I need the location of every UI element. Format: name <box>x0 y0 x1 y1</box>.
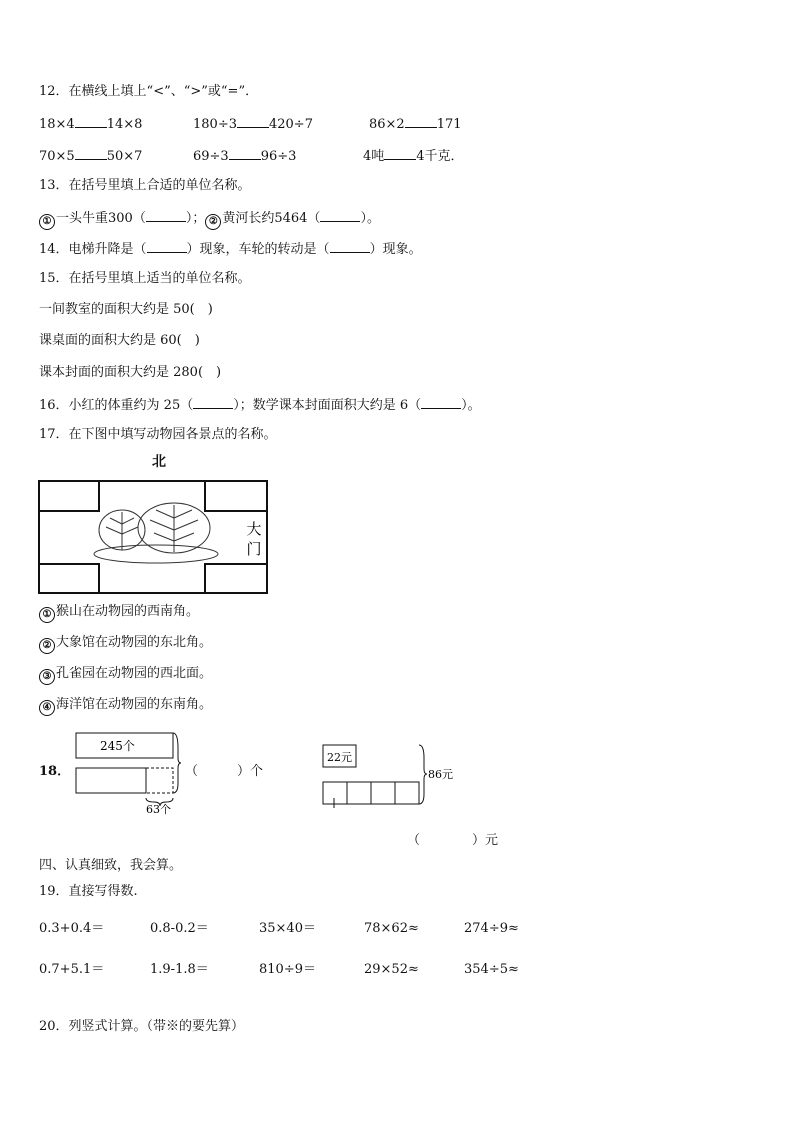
q15-line-3: 课本封面的面积大约是 280( ) <box>39 365 222 380</box>
text: 海洋馆在动物园的东南角。 <box>56 697 213 712</box>
blank[interactable] <box>320 209 360 222</box>
leaf-lake-icon <box>94 503 218 563</box>
segment <box>395 782 419 804</box>
blank[interactable] <box>384 147 416 160</box>
q19-r2-c4: 29×52≈ <box>364 962 419 977</box>
north-label: 北 <box>152 454 166 470</box>
q19-r1-c1: 0.3+0.4＝ <box>39 921 105 936</box>
bottom-bar-extra <box>146 768 173 793</box>
blank[interactable] <box>146 209 186 222</box>
q19-r2-c5: 354÷5≈ <box>464 962 519 977</box>
q19-r2-c1: 0.7+5.1＝ <box>39 962 105 977</box>
q12-item-2 <box>193 115 313 133</box>
expr: 69÷3 <box>193 149 229 164</box>
q19-title: 19．直接写得数. <box>39 884 138 899</box>
expr: 18×4 <box>39 117 75 132</box>
number-marker: ① <box>39 214 55 230</box>
number-marker: ④ <box>39 700 55 716</box>
blank[interactable] <box>405 115 437 128</box>
q19-r2-c3: 810÷9＝ <box>259 962 316 977</box>
text: ）。 <box>360 211 380 226</box>
text: ）现象。 <box>369 242 422 257</box>
q19-r1-c2: 0.8-0.2＝ <box>150 921 209 936</box>
bottom-bar-base <box>76 768 146 793</box>
brace <box>173 733 181 793</box>
gate-label-1: 大 <box>246 520 262 538</box>
blank[interactable] <box>237 115 269 128</box>
q12-item-1 <box>39 115 142 133</box>
q12-item-3 <box>369 115 462 133</box>
q12-item-6 <box>363 147 464 165</box>
number-marker: ① <box>39 607 55 623</box>
expr: 86×2 <box>369 117 405 132</box>
text: ）；数学课本封面面积大约是 6（ <box>233 398 422 413</box>
expr: 96÷3 <box>260 149 297 164</box>
expr: 180÷3 <box>193 117 237 132</box>
q19-r1-c3: 35×40＝ <box>259 921 316 936</box>
q17-item-3 <box>39 666 212 685</box>
text: ）； <box>185 211 206 226</box>
q17-title: 17．在下图中填写动物园各景点的名称。 <box>39 427 277 442</box>
text: 孔雀园在动物园的西北面。 <box>56 666 213 681</box>
q17-item-2 <box>39 635 212 654</box>
spot-box-northwest <box>39 481 99 511</box>
text: 16．小红的体重约为 25（ <box>39 398 194 413</box>
total-label: 86元 <box>428 768 453 781</box>
spot-box-northeast <box>205 481 267 511</box>
segment <box>347 782 371 804</box>
q20-title: 20．列竖式计算。（带※的要先算） <box>39 1019 245 1034</box>
gate-label-2: 门 <box>246 540 262 558</box>
blank[interactable] <box>75 147 107 160</box>
q18-label: 18． <box>39 764 71 779</box>
q18-answer-1[interactable]: （ ）个 <box>185 764 264 779</box>
segment <box>323 782 347 804</box>
q18-answer-2[interactable]: （ ）元 <box>407 833 499 848</box>
q16 <box>39 396 481 414</box>
section-4-heading: 四、认真细致，我会算。 <box>39 858 183 873</box>
blank[interactable] <box>147 240 187 253</box>
text: ）。 <box>461 398 481 413</box>
text: 猴山在动物园的西南角。 <box>56 604 200 619</box>
top-bar-label: 245个 <box>100 739 135 753</box>
expr: 171 <box>436 117 462 132</box>
number-marker: ② <box>205 214 221 230</box>
q13-title: 13．在括号里填上合适的单位名称。 <box>39 178 251 193</box>
expr: 50×7 <box>106 149 143 164</box>
expr: 70×5 <box>39 149 75 164</box>
expr: 4吨 <box>363 149 385 164</box>
price-label: 22元 <box>327 751 352 764</box>
text: 14．电梯升降是（ <box>39 242 147 257</box>
segment <box>371 782 395 804</box>
q15-title: 15．在括号里填上适当的单位名称。 <box>39 271 251 286</box>
q17-item-4 <box>39 697 212 716</box>
q12-item-4 <box>39 147 142 165</box>
q12-title: 12．在横线上填上“<”、“>”或“=”． <box>39 84 259 99</box>
q14 <box>39 240 422 258</box>
blank[interactable] <box>421 396 461 409</box>
blank[interactable] <box>75 115 107 128</box>
zoo-map <box>38 480 270 596</box>
text: 大象馆在动物园的东北角。 <box>56 635 213 650</box>
text: 黄河长约5464（ <box>222 211 321 226</box>
q12-item-5 <box>193 147 296 165</box>
q15-line-1: 一间教室的面积大约是 50( ) <box>39 302 213 317</box>
spot-box-southeast <box>205 564 267 593</box>
expr: 14×8 <box>106 117 143 132</box>
blank[interactable] <box>330 240 370 253</box>
blank[interactable] <box>193 396 233 409</box>
blank[interactable] <box>229 147 261 160</box>
number-marker: ③ <box>39 669 55 685</box>
q13-items <box>39 209 380 230</box>
text: 一头牛重300（ <box>56 211 146 226</box>
q15-line-2: 课桌面的面积大约是 60( ) <box>39 333 200 348</box>
expr: 420÷7 <box>268 117 313 132</box>
q19-r1-c4: 78×62≈ <box>364 921 419 936</box>
q19-r1-c5: 274÷9≈ <box>464 921 519 936</box>
bottom-bar-label: 63个 <box>146 803 171 816</box>
bar-diagram-2 <box>318 738 468 808</box>
q19-r2-c2: 1.9-1.8＝ <box>150 962 209 977</box>
q17-item-1 <box>39 604 199 623</box>
number-marker: ② <box>39 638 55 654</box>
expr: 4千克． <box>416 149 464 164</box>
brace <box>419 745 427 804</box>
spot-box-southwest <box>39 564 99 593</box>
text: ）现象，车轮的转动是（ <box>186 242 330 257</box>
